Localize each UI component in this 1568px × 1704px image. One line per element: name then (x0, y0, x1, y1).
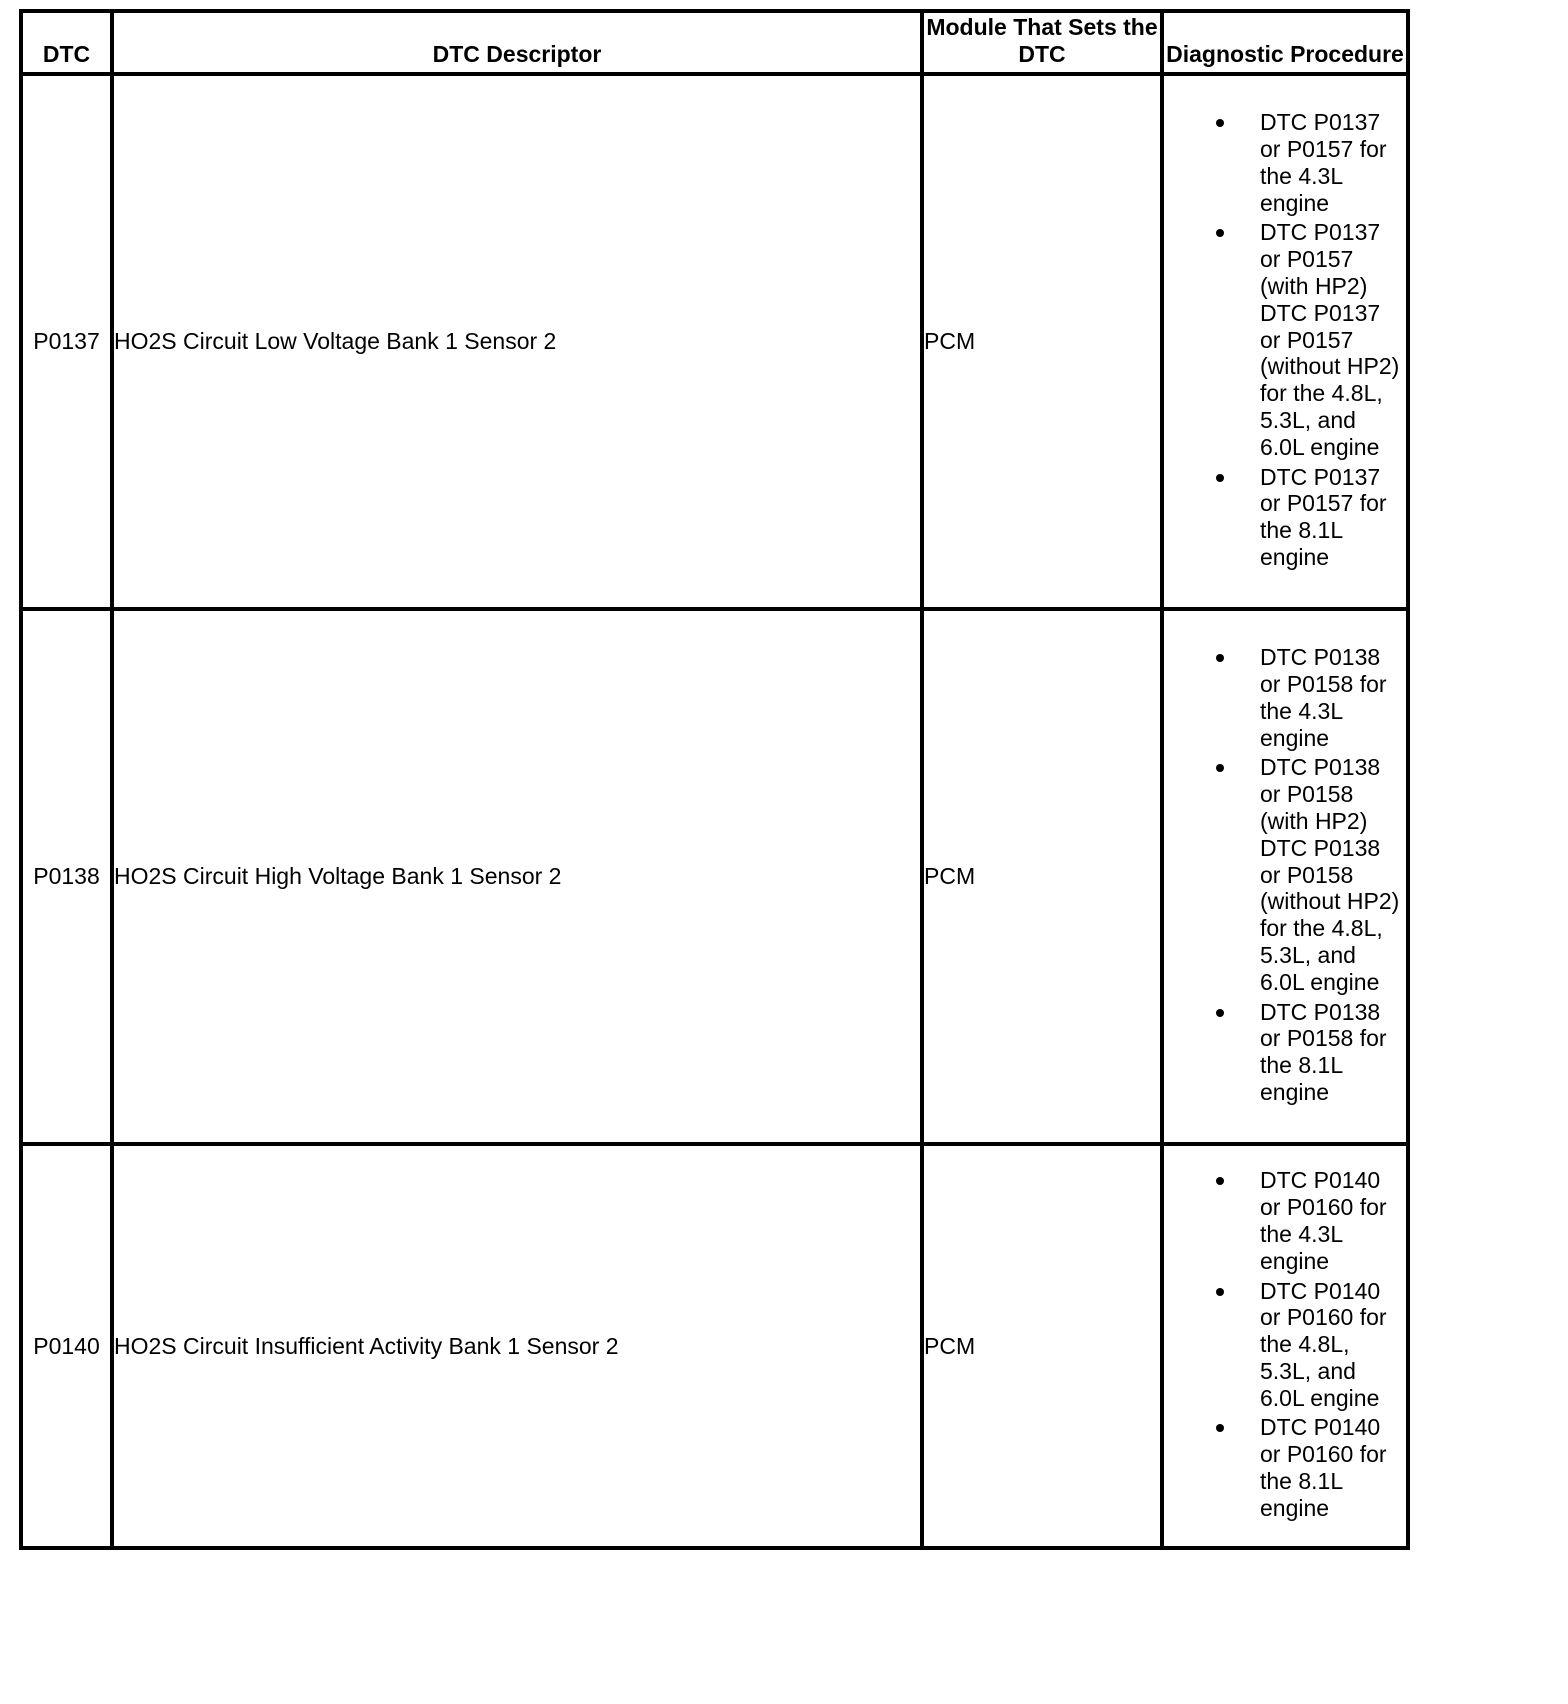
header-diagnostic-procedure: Diagnostic Procedure (1162, 11, 1408, 74)
procedure-text: DTC P0140 or P0160 for the 4.3L engine (1260, 1167, 1387, 1274)
procedure-text: DTC P0137 or P0157 for the 4.3L engine (1260, 109, 1387, 216)
bullet-icon (1216, 764, 1224, 772)
dtc-module: PCM (922, 609, 1162, 1144)
header-dtc-descriptor: DTC Descriptor (112, 11, 922, 74)
header-module: Module That Sets the DTC (922, 11, 1162, 74)
procedure-text: DTC P0140 or P0160 for the 4.8L, 5.3L, and 6.0L engine (1260, 1277, 1387, 1411)
procedure-list (1164, 1167, 1406, 1521)
procedure-link[interactable] (1164, 999, 1406, 1106)
bullet-icon (1216, 119, 1224, 127)
diagnostic-procedure-cell (1162, 74, 1408, 609)
bullet-icon (1216, 1424, 1224, 1432)
dtc-code: P0137 (21, 74, 112, 609)
bullet-icon (1216, 229, 1224, 237)
dtc-descriptor: HO2S Circuit High Voltage Bank 1 Sensor 2 (112, 609, 922, 1144)
procedure-link[interactable] (1164, 1414, 1406, 1521)
procedure-link[interactable] (1164, 219, 1406, 460)
table-row (21, 74, 1408, 609)
procedure-text: DTC P0137 or P0157 for the 8.1L engine (1260, 463, 1387, 570)
bullet-icon (1216, 474, 1224, 482)
diagnostic-procedure-cell (1162, 609, 1408, 1144)
procedure-text: DTC P0137 or P0157 (with HP2) DTC P0137 or P0157 (without HP2) for the 4.8L, 5.3L, and 6.0L engine (1260, 219, 1400, 460)
procedure-link[interactable] (1164, 1278, 1406, 1412)
dtc-descriptor: HO2S Circuit Low Voltage Bank 1 Sensor 2 (112, 74, 922, 609)
dtc-code: P0140 (21, 1144, 112, 1548)
procedure-list (1164, 109, 1406, 571)
procedure-link[interactable] (1164, 464, 1406, 571)
bullet-icon (1216, 1288, 1224, 1296)
procedure-link[interactable] (1164, 109, 1406, 216)
dtc-descriptor: HO2S Circuit Insufficient Activity Bank 1 Sensor 2 (112, 1144, 922, 1548)
dtc-module: PCM (922, 74, 1162, 609)
procedure-link[interactable] (1164, 1167, 1406, 1274)
procedure-link[interactable] (1164, 644, 1406, 751)
table-header-row (21, 11, 1408, 74)
procedure-list (1164, 644, 1406, 1106)
header-dtc: DTC (21, 11, 112, 74)
table-row (21, 1144, 1408, 1548)
dtc-table (19, 9, 1410, 1550)
table-row (21, 609, 1408, 1144)
bullet-icon (1216, 1177, 1224, 1185)
procedure-text: DTC P0138 or P0158 for the 8.1L engine (1260, 998, 1387, 1105)
procedure-link[interactable] (1164, 754, 1406, 995)
procedure-text: DTC P0138 or P0158 (with HP2) DTC P0138 or P0158 (without HP2) for the 4.8L, 5.3L, and 6.0L engine (1260, 754, 1400, 995)
dtc-code: P0138 (21, 609, 112, 1144)
procedure-text: DTC P0138 or P0158 for the 4.3L engine (1260, 644, 1387, 751)
procedure-text: DTC P0140 or P0160 for the 8.1L engine (1260, 1414, 1387, 1521)
bullet-icon (1216, 654, 1224, 662)
diagnostic-procedure-cell (1162, 1144, 1408, 1548)
bullet-icon (1216, 1009, 1224, 1017)
dtc-module: PCM (922, 1144, 1162, 1548)
